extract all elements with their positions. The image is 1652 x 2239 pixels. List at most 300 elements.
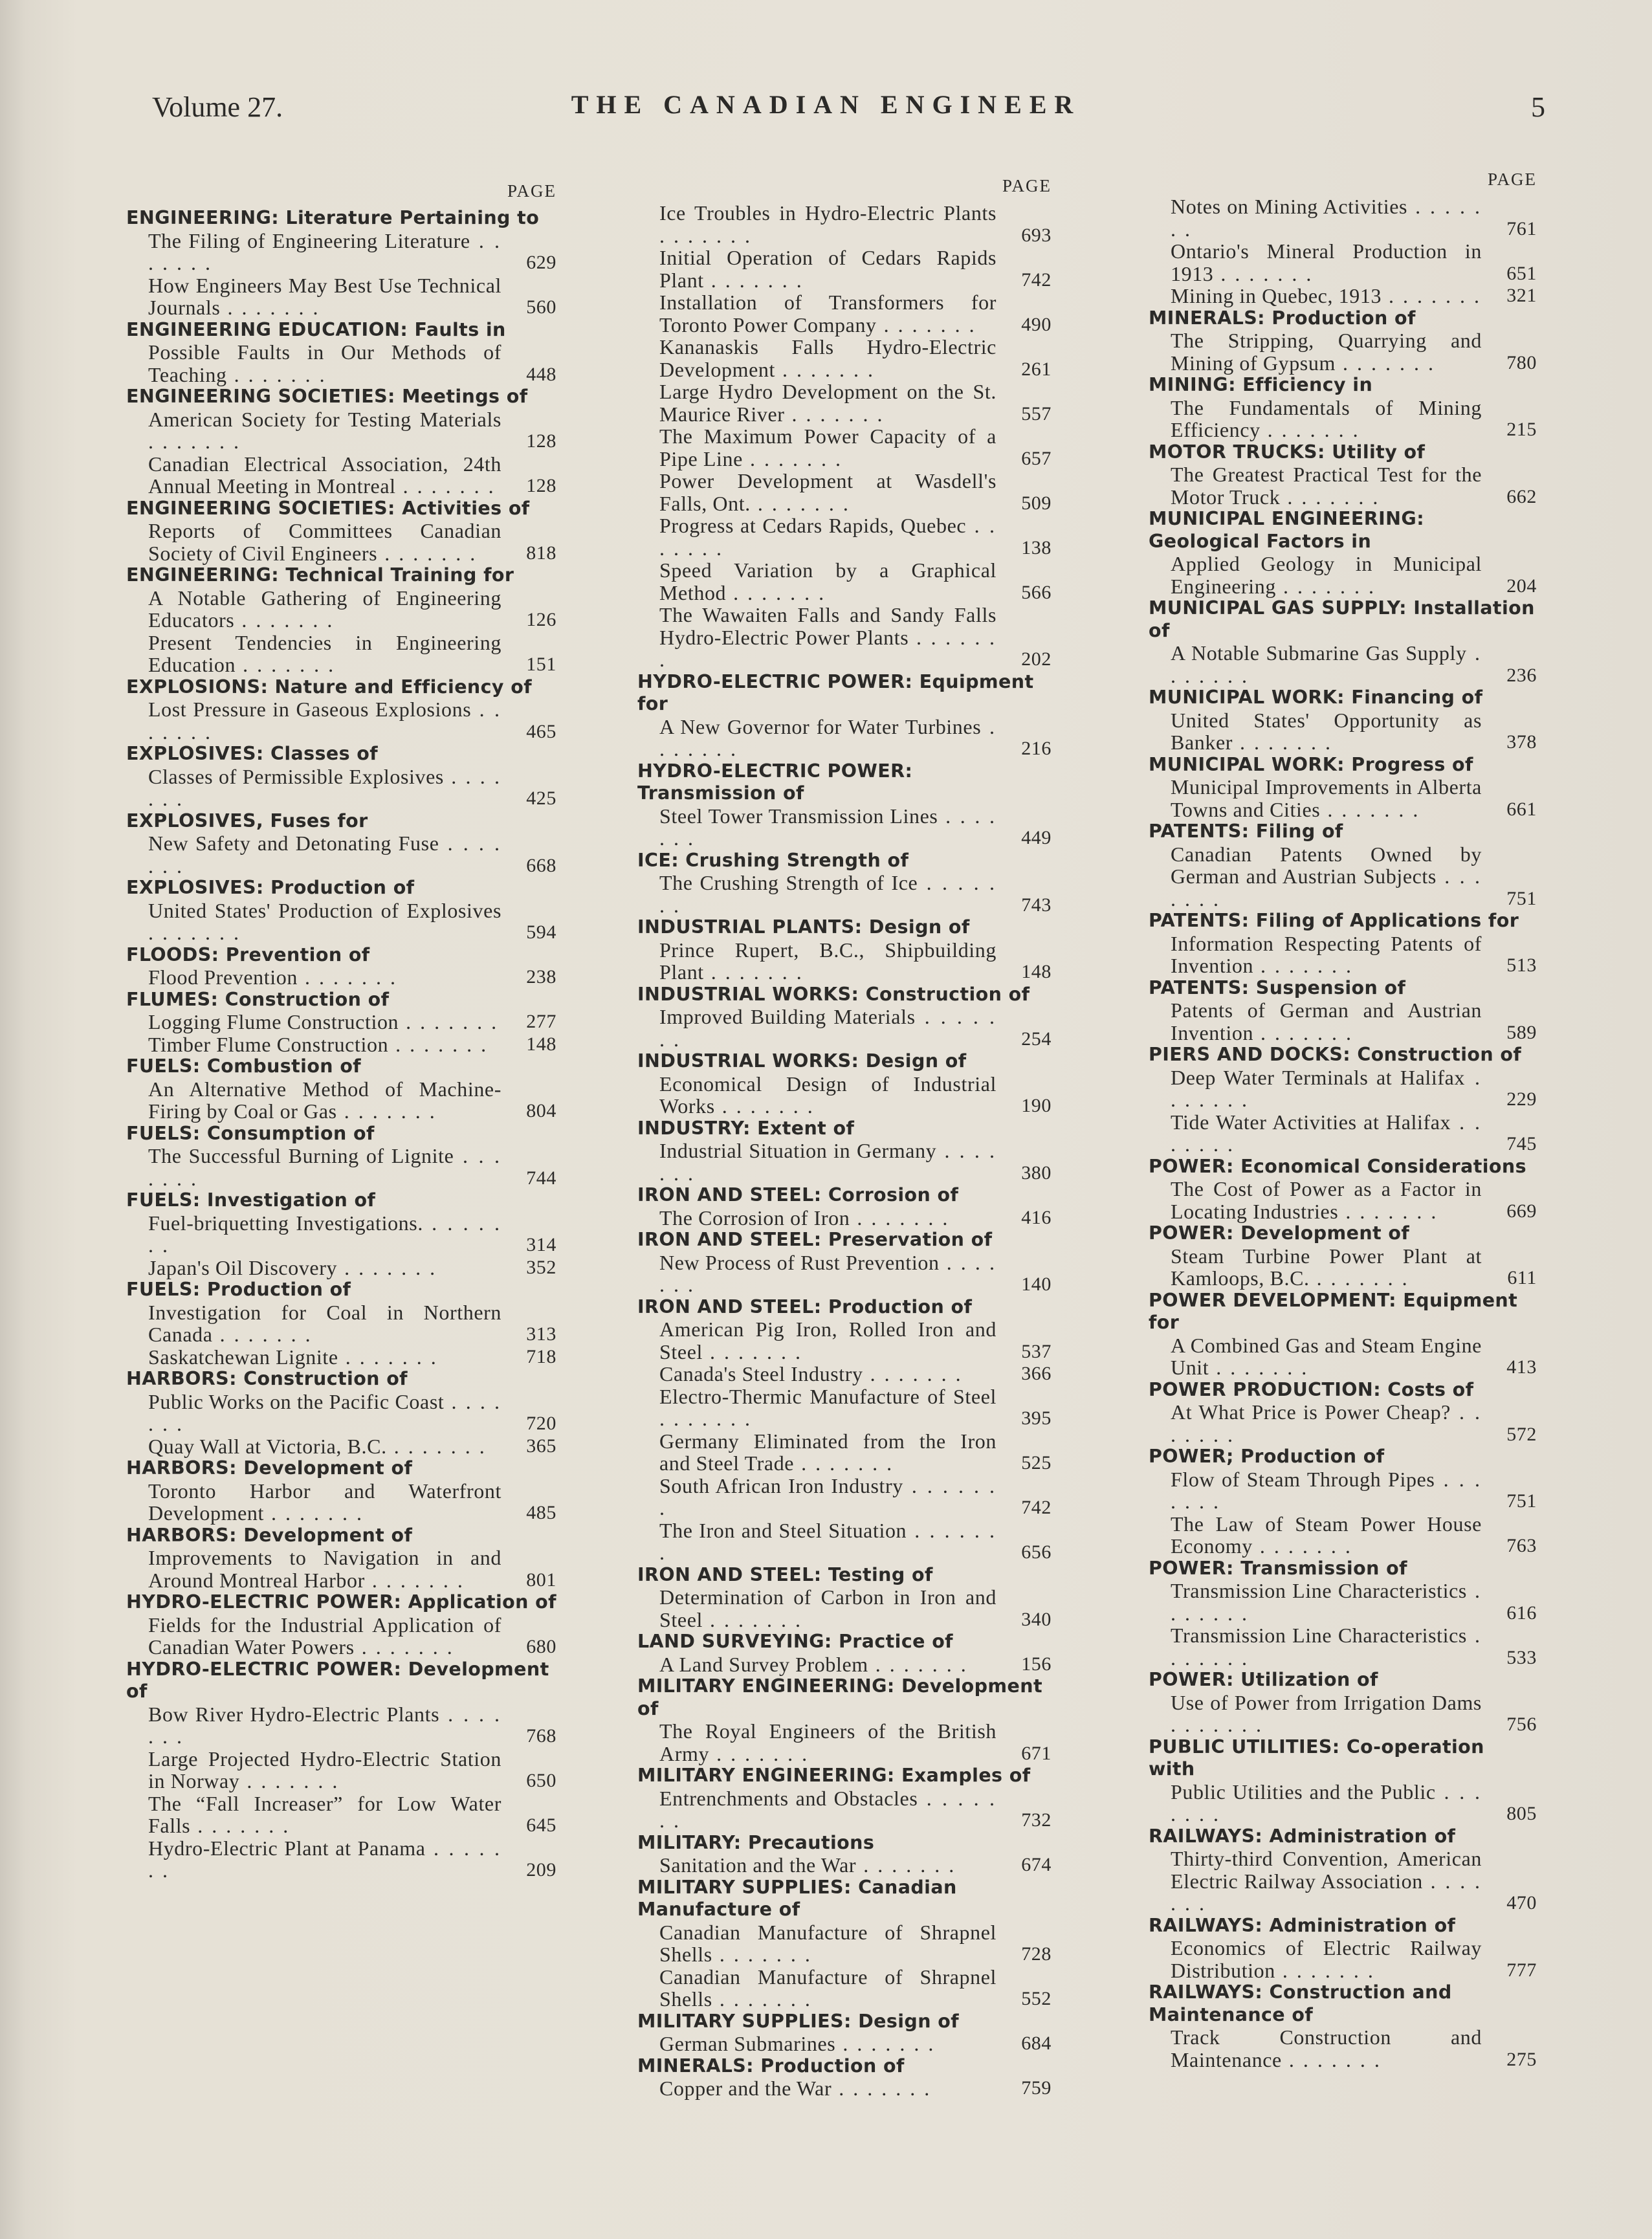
index-entry — [637, 202, 1052, 671]
item-title: A Combined Gas and Steam Engine Unit — [1171, 1333, 1482, 1379]
page-ref: 751 — [1506, 1490, 1537, 1512]
leader-dots: . . . . . . . — [148, 430, 241, 453]
index-entry — [126, 386, 556, 498]
leader-dots: . . . . . . . — [364, 1568, 465, 1592]
index-item — [637, 1252, 1052, 1296]
page-ref: 465 — [526, 720, 556, 742]
item-title: United States' Production of Explosives — [148, 898, 501, 922]
page-ref: 366 — [1021, 1363, 1052, 1384]
item-title: Bow River Hydro-Electric Plants — [148, 1702, 440, 1726]
item-title: The Stripping, Quarrying and Mining of Gypsum — [1171, 329, 1482, 375]
page-ref: 140 — [1021, 1274, 1052, 1295]
item-title: Determination of Carbon in Iron and Steel — [659, 1585, 997, 1631]
item-title: Logging Flume Construction — [148, 1010, 399, 1033]
page-ref: 552 — [1021, 1988, 1052, 2009]
index-item — [126, 274, 556, 319]
item-title: A New Governor for Water Turbines — [659, 714, 982, 738]
page-ref: 572 — [1506, 1423, 1537, 1445]
item-title: Thirty-third Convention, American Electric Railway Association — [1171, 1847, 1482, 1893]
leader-dots: . . . . . . . — [239, 1769, 340, 1792]
subject-heading: MINERALS: Production of — [637, 2055, 905, 2077]
subject-heading: RAILWAYS: Administration of — [1149, 1914, 1456, 1936]
subject-heading: FUELS: Combustion of — [126, 1055, 362, 1077]
page-ref: 126 — [526, 609, 556, 630]
item-title: Installation of Transformers for Toronto Power Company — [659, 291, 997, 336]
index-item — [1149, 195, 1537, 240]
leader-dots: . . . . . . . — [1338, 1199, 1438, 1223]
index-item — [126, 453, 556, 498]
subject-heading: INDUSTRY: Extent of — [637, 1117, 855, 1139]
item-title: Use of Power from Irrigation Dams — [1171, 1690, 1482, 1714]
subject-heading: MUNICIPAL WORK: Progress of — [1149, 753, 1473, 775]
index-entry — [637, 2011, 1052, 2055]
leader-dots: . . . . . . . — [1309, 1266, 1409, 1290]
page-ref: 525 — [1021, 1452, 1052, 1473]
index-item — [637, 1073, 1052, 1118]
page-ref: 215 — [1506, 419, 1537, 440]
index-item — [1149, 240, 1537, 285]
index-item — [1149, 642, 1537, 687]
page-ref: 805 — [1506, 1803, 1537, 1824]
index-entry — [637, 1296, 1052, 1564]
index-entry — [126, 989, 556, 1056]
page-ref: 661 — [1506, 798, 1537, 820]
page-ref: 662 — [1506, 485, 1537, 507]
subject-heading: MILITARY ENGINEERING: Examples of — [637, 1765, 1031, 1786]
leader-dots: . . . . . . . — [742, 447, 843, 470]
leader-dots: . . . . . . . — [148, 1389, 501, 1435]
index-entry — [1149, 910, 1537, 977]
page-ref: 745 — [1506, 1133, 1537, 1154]
index-entry — [1149, 1044, 1537, 1156]
index-entry — [637, 1877, 1052, 2011]
subject-heading: POWER; Production of — [1149, 1446, 1385, 1467]
item-title: Fuel-briquetting Investigations. — [148, 1211, 423, 1235]
item-title: Germany Eliminated from the Iron and Steel Trade — [659, 1429, 997, 1475]
index-item — [637, 604, 1052, 671]
leader-dots: . . . . . . . — [702, 1607, 802, 1631]
index-item — [637, 381, 1052, 425]
index-item — [126, 230, 556, 274]
item-title: Improved Building Materials — [659, 1005, 916, 1028]
item-title: Canadian Patents Owned by German and Austrian Subjects — [1171, 842, 1482, 888]
leader-dots: . . . . . . . — [659, 714, 997, 760]
index-item — [126, 1480, 556, 1525]
leader-dots: . . . . . . . — [703, 960, 804, 984]
subject-heading: FUELS: Consumption of — [126, 1122, 375, 1144]
index-item — [637, 1921, 1052, 1966]
item-title: Sanitation and the War — [659, 1853, 857, 1877]
subject-heading: MILITARY: Precautions — [637, 1831, 875, 1853]
page-ref: 537 — [1021, 1340, 1052, 1362]
index-entry — [126, 810, 556, 877]
item-title: Ice Troubles in Hydro-Electric Plants — [659, 201, 997, 225]
index-entry — [637, 984, 1052, 1051]
subject-heading: MILITARY ENGINEERING: Development of — [637, 1675, 1042, 1719]
leader-dots: . . . . . . . — [750, 491, 850, 515]
leader-dots: . . . . . . . — [868, 1652, 968, 1676]
page-ref: 656 — [1021, 1541, 1052, 1563]
index-entry — [637, 760, 1052, 850]
subject-heading: EXPLOSIVES, Fuses for — [126, 810, 368, 832]
leader-dots: . . . . . . . — [1209, 1356, 1309, 1379]
journal-title: THE CANADIAN ENGINEER — [571, 90, 1081, 119]
subject-heading: POWER PRODUCTION: Costs of — [1149, 1378, 1474, 1400]
item-title: Progress at Cedars Rapids, Quebec — [659, 514, 967, 537]
page-ref: 629 — [526, 252, 556, 273]
index-item — [1149, 1066, 1537, 1111]
subject-heading: INDUSTRIAL WORKS: Design of — [637, 1050, 967, 1072]
index-item — [637, 716, 1052, 760]
subject-heading: HYDRO-ELECTRIC POWER: Equipment for — [637, 670, 1034, 714]
page-ref: 533 — [1506, 1646, 1537, 1668]
subject-heading: IRON AND STEEL: Production of — [637, 1296, 973, 1318]
item-title: The Iron and Steel Situation — [659, 1518, 907, 1542]
page-ref: 448 — [526, 363, 556, 385]
item-title: Large Projected Hydro-Electric Station in Norway — [148, 1747, 501, 1792]
item-title: Speed Variation by a Graphical Method — [659, 558, 997, 604]
leader-dots: . . . . . . . — [212, 1323, 313, 1346]
item-title: How Engineers May Best Use Technical Journals — [148, 273, 501, 319]
page-header — [0, 84, 1652, 136]
subject-heading: POWER DEVELOPMENT: Equipment for — [1149, 1289, 1518, 1333]
page-ref: 128 — [526, 475, 556, 496]
leader-dots: . . . . . . . — [1171, 1065, 1482, 1111]
page-ref: 202 — [1021, 648, 1052, 670]
leader-dots: . . . . . . . — [659, 223, 752, 247]
leader-dots: . . . . . . . — [1213, 261, 1314, 285]
subject-heading: MUNICIPAL ENGINEERING: Geological Factors in — [1149, 508, 1424, 552]
item-title: A Land Survey Problem — [659, 1652, 868, 1676]
index-item — [637, 514, 1052, 559]
page-ref: 616 — [1506, 1602, 1537, 1624]
index-item — [637, 2033, 1052, 2055]
index-entry — [1149, 754, 1537, 821]
leader-dots: . . . . . . . — [148, 698, 502, 744]
subject-heading: HYDRO-ELECTRIC POWER: Transmission of — [637, 760, 913, 804]
subject-heading: MOTOR TRUCKS: Utility of — [1149, 441, 1426, 463]
index-item — [1149, 932, 1537, 977]
subject-heading: RAILWAYS: Administration of — [1149, 1825, 1456, 1847]
item-title: Large Hydro Development on the St. Maurice River — [659, 380, 997, 426]
leader-dots: . . . . . . . — [794, 1451, 894, 1475]
index-item — [126, 1301, 556, 1346]
page-ref: 720 — [526, 1413, 556, 1434]
leader-dots: . . . . . . . — [835, 2032, 936, 2055]
index-item — [1149, 843, 1537, 910]
index-entry — [1149, 1981, 1537, 2071]
leader-dots: . . . . . . . — [354, 1635, 454, 1659]
page-ref: 216 — [1021, 738, 1052, 759]
index-item — [126, 520, 556, 564]
subject-heading: MUNICIPAL GAS SUPPLY: Installation of — [1149, 597, 1535, 641]
item-title: American Society for Testing Materials — [148, 407, 501, 431]
index-entry — [126, 877, 556, 944]
subject-heading: FUELS: Investigation of — [126, 1189, 376, 1211]
index-entry — [126, 676, 556, 744]
page-ref: 560 — [526, 296, 556, 318]
item-title: Canadian Manufacture of Shrapnel Shells — [659, 1965, 997, 2011]
item-title: Toronto Harbor and Waterfront Development — [148, 1479, 501, 1525]
index-item — [637, 425, 1052, 470]
leader-dots: . . . . . . . — [388, 1032, 489, 1056]
leader-dots: . . . . . . . — [1171, 865, 1482, 910]
leader-dots: . . . . . . . — [775, 357, 875, 381]
page-ref: 768 — [526, 1725, 556, 1747]
item-title: Saskatchewan Lignite — [148, 1345, 338, 1369]
leader-dots: . . . . . . . — [1171, 1110, 1482, 1156]
item-title: The Cost of Power as a Factor in Locating Industries — [1171, 1177, 1482, 1223]
page-ref: 669 — [1506, 1200, 1537, 1222]
leader-dots: . . . . . . . — [1171, 195, 1482, 241]
index-entry — [637, 1184, 1052, 1229]
item-title: German Submarines — [659, 2032, 836, 2055]
page-ref: 395 — [1021, 1407, 1052, 1429]
item-title: The Corrosion of Iron — [659, 1206, 850, 1230]
volume-label: Volume 27. — [152, 91, 283, 123]
item-title: A Notable Gathering of Engineering Educators — [148, 586, 501, 632]
page-ref: 693 — [1021, 224, 1052, 246]
page-ref: 759 — [1021, 2077, 1052, 2099]
index-item — [126, 632, 556, 676]
index-column-1 — [126, 181, 556, 1882]
leader-dots: . . . . . . . — [1171, 641, 1482, 687]
page-ref: 645 — [526, 1814, 556, 1836]
index-item — [1149, 329, 1537, 374]
item-title: Hydro-Electric Plant at Panama — [148, 1836, 426, 1860]
item-title: The Fundamentals of Mining Efficiency — [1171, 395, 1482, 441]
page-ref: 751 — [1506, 887, 1537, 909]
index-entry — [126, 1457, 556, 1525]
index-entry — [1149, 1915, 1537, 1982]
item-title: Canadian Electrical Association, 24th Annual Meeting in Montreal — [148, 452, 501, 498]
page-ref: 763 — [1506, 1535, 1537, 1556]
index-item — [637, 1966, 1052, 2011]
index-entry — [1149, 1736, 1537, 1825]
index-entry — [126, 564, 556, 676]
page-ref: 589 — [1506, 1021, 1537, 1043]
index-entry — [637, 1765, 1052, 1832]
index-item — [637, 1430, 1052, 1475]
page-ref: 671 — [1021, 1742, 1052, 1764]
index-item — [126, 766, 556, 810]
item-title: The Crushing Strength of Ice — [659, 871, 918, 894]
item-title: Kananaskis Falls Hydro-Electric Development — [659, 335, 997, 381]
item-title: United States' Opportunity as Banker — [1171, 708, 1482, 754]
leader-dots: . . . . . . . — [784, 402, 885, 426]
leader-dots: . . . . . . . — [148, 1211, 502, 1257]
item-title: A Notable Submarine Gas Supply — [1171, 641, 1467, 665]
leader-dots: . . . . . . . — [1253, 954, 1354, 977]
index-item — [1149, 1624, 1537, 1669]
item-title: Possible Faults in Our Methods of Teaching — [148, 340, 501, 386]
leader-dots: . . . . . . . — [659, 1786, 997, 1832]
page-ref: 684 — [1021, 2033, 1052, 2054]
page-ref: 668 — [526, 854, 556, 876]
index-entry — [126, 498, 556, 565]
index-entry — [637, 1675, 1052, 1765]
item-title: Track Construction and Maintenance — [1171, 2025, 1482, 2071]
index-item — [126, 832, 556, 877]
subject-heading: MILITARY SUPPLIES: Design of — [637, 2010, 959, 2032]
index-item — [1149, 285, 1537, 307]
item-title: New Safety and Detonating Fuse — [148, 832, 439, 855]
index-item — [1149, 1111, 1537, 1156]
index-item — [637, 1720, 1052, 1765]
leader-dots: . . . . . . . — [1171, 1400, 1482, 1446]
index-item — [126, 1011, 556, 1033]
index-entry — [1149, 1156, 1537, 1223]
subject-heading: MILITARY SUPPLIES: Canadian Manufacture of — [637, 1876, 957, 1920]
index-item — [126, 698, 556, 743]
index-item — [637, 2077, 1052, 2100]
item-title: South African Iron Industry — [659, 1473, 903, 1497]
leader-dots: . . . . . . . — [702, 1340, 802, 1363]
page-ref: 138 — [1021, 536, 1052, 558]
leader-dots: . . . . . . . — [1260, 418, 1360, 441]
index-item — [126, 1614, 556, 1659]
index-item — [637, 336, 1052, 381]
index-column-3 — [1149, 170, 1537, 2071]
index-item — [1149, 1513, 1537, 1558]
leader-dots: . . . . . . . — [1171, 1869, 1482, 1915]
leader-dots: . . . . . . . — [386, 1434, 487, 1458]
subject-heading: POWER: Development of — [1149, 1222, 1410, 1244]
page-ref: 128 — [526, 430, 556, 452]
index-entry — [126, 1591, 556, 1659]
index-entry — [1149, 1558, 1537, 1670]
leader-dots: . . . . . . . — [659, 804, 997, 850]
page-ref: 780 — [1506, 351, 1537, 373]
page-ref: 254 — [1021, 1028, 1052, 1050]
leader-dots: . . . . . . . — [1171, 1467, 1482, 1513]
page-ref: 742 — [1021, 1497, 1052, 1518]
index-item — [1149, 709, 1537, 754]
index-item — [1149, 463, 1537, 508]
index-entry — [637, 1631, 1052, 1675]
leader-dots: . . . . . . . — [377, 541, 478, 565]
index-item — [1149, 1334, 1537, 1379]
page-ref: 611 — [1507, 1267, 1537, 1288]
page-ref: 148 — [526, 1033, 556, 1055]
subject-heading: ENGINEERING: Technical Training for — [126, 564, 514, 586]
index-entry — [1149, 1446, 1537, 1558]
subject-heading: MINING: Efficiency in — [1149, 374, 1373, 395]
item-title: Industrial Situation in Germany — [659, 1139, 937, 1162]
leader-dots: . . . . . . . — [148, 1144, 501, 1190]
index-item — [637, 559, 1052, 604]
page-ref: 777 — [1506, 1959, 1537, 1981]
subject-heading: FLOODS: Prevention of — [126, 943, 370, 965]
index-item — [637, 1318, 1052, 1363]
subject-heading: HARBORS: Development of — [126, 1457, 413, 1479]
page-ref: 650 — [526, 1770, 556, 1791]
index-item — [1149, 553, 1537, 597]
subject-heading: PUBLIC UTILITIES: Co-operation with — [1149, 1736, 1484, 1780]
index-item — [637, 1385, 1052, 1430]
leader-dots: . . . . . . . — [148, 921, 241, 944]
page-ref: 680 — [526, 1636, 556, 1657]
item-title: Information Respecting Patents of Invention — [1171, 931, 1482, 977]
item-title: Lost Pressure in Gaseous Explosions — [148, 698, 472, 721]
leader-dots: . . . . . . . — [1280, 485, 1380, 509]
leader-dots: . . . . . . . — [659, 871, 997, 917]
leader-dots: . . . . . . . — [399, 1010, 499, 1033]
page-number: 5 — [1531, 91, 1545, 123]
subject-heading: PATENTS: Suspension of — [1149, 976, 1406, 998]
page-ref: 761 — [1506, 217, 1537, 239]
page-ref: 718 — [526, 1345, 556, 1367]
leader-dots: . . . . . . . — [659, 1139, 997, 1185]
index-entry — [1149, 1669, 1537, 1736]
index-item — [126, 1837, 556, 1882]
item-title: Prince Rupert, B.C., Shipbuilding Plant — [659, 938, 997, 984]
page-ref: 657 — [1021, 447, 1052, 469]
page-column-label: PAGE — [1002, 176, 1052, 195]
index-item — [1149, 1245, 1537, 1290]
index-item — [126, 1703, 556, 1748]
item-title: Classes of Permissible Explosives — [148, 764, 444, 788]
index-entry — [1149, 1379, 1537, 1446]
page-ref: 742 — [1021, 269, 1052, 291]
leader-dots: . . . . . . . — [1171, 1713, 1263, 1736]
page-ref: 732 — [1021, 1809, 1052, 1831]
subject-heading: ENGINEERING: Literature Pertaining to — [126, 207, 540, 228]
index-entry — [1149, 1222, 1537, 1290]
index-item — [1149, 1401, 1537, 1446]
item-title: Present Tendencies in Engineering Education — [148, 630, 501, 676]
page-ref: 513 — [1506, 954, 1537, 976]
index-item — [1149, 1178, 1537, 1222]
item-title: Transmission Line Characteristics — [1171, 1579, 1467, 1602]
leader-dots: . . . . . . . — [1171, 1780, 1482, 1825]
page-ref: 229 — [1506, 1088, 1537, 1110]
index-item — [637, 872, 1052, 916]
page-ref: 566 — [1021, 581, 1052, 603]
index-entry — [637, 1564, 1052, 1631]
page-ref: 148 — [1021, 961, 1052, 982]
index-entry — [1149, 1825, 1537, 1915]
item-title: The “Fall Increaser” for Low Water Falls — [148, 1791, 501, 1837]
leader-dots: . . . . . . . — [220, 296, 320, 319]
page-ref: 818 — [526, 542, 556, 564]
page-ref: 236 — [1506, 664, 1537, 686]
index-entry — [126, 1189, 556, 1279]
subject-heading: IRON AND STEEL: Testing of — [637, 1563, 933, 1585]
subject-heading: ENGINEERING SOCIETIES: Meetings of — [126, 386, 528, 407]
subject-heading: IRON AND STEEL: Preservation of — [637, 1229, 993, 1250]
item-title: Deep Water Terminals at Halifax — [1171, 1065, 1466, 1089]
subject-heading: ICE: Crushing Strength of — [637, 849, 909, 871]
leader-dots: . . . . . . . — [709, 1741, 809, 1765]
subject-heading: FLUMES: Construction of — [126, 988, 390, 1010]
page-ref: 378 — [1506, 731, 1537, 753]
subject-heading: HYDRO-ELECTRIC POWER: Development of — [126, 1658, 549, 1702]
subject-heading: POWER: Transmission of — [1149, 1557, 1407, 1579]
index-entry — [126, 1368, 556, 1457]
page-ref: 756 — [1506, 1714, 1537, 1735]
page-ref: 340 — [1021, 1608, 1052, 1630]
leader-dots: . . . . . . . — [148, 228, 501, 274]
index-item — [1149, 999, 1537, 1044]
index-entry — [1149, 687, 1537, 754]
page-ref: 744 — [526, 1167, 556, 1189]
index-entry — [637, 916, 1052, 984]
leader-dots: . . . . . . . — [336, 1099, 437, 1123]
item-title: Economics of Electric Railway Distribution — [1171, 1936, 1482, 1982]
page-ref: 416 — [1021, 1206, 1052, 1228]
index-entry — [126, 319, 556, 386]
